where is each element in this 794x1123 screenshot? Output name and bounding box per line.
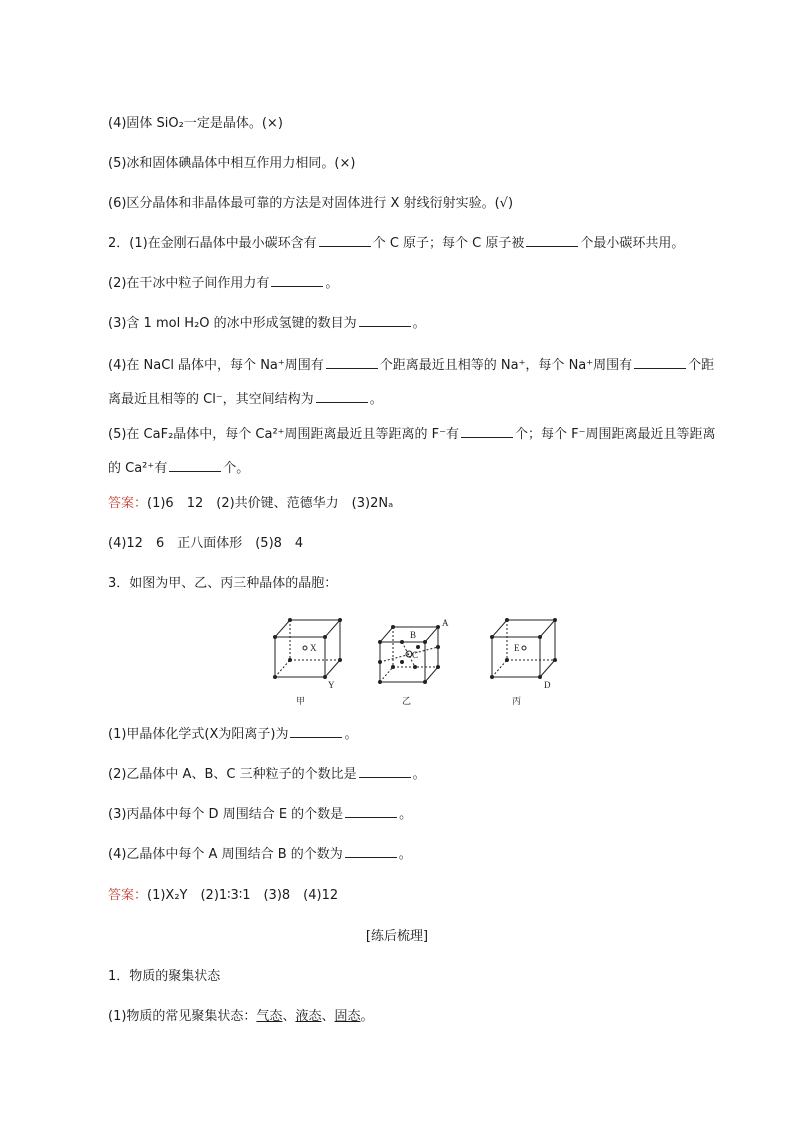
label-bing: 丙 — [512, 696, 522, 706]
q2-part2: (2)在干冰中粒子间作用力有 。 — [108, 276, 339, 291]
section-heading: [练后梳理] — [365, 929, 429, 944]
answer-blank — [271, 274, 323, 287]
cell-yi — [380, 627, 438, 682]
label-D: D — [544, 680, 551, 690]
answer-label: 答案： — [108, 888, 148, 903]
answer-blank — [359, 314, 411, 327]
item-6: (6)区分晶体和非晶体最可靠的方法是对固体进行 X 射线衍射实验。(√) — [108, 196, 514, 211]
state-gas: 气态 — [256, 1009, 283, 1024]
label-E: E — [514, 643, 520, 653]
answer-blank — [326, 356, 378, 369]
answer-blank — [319, 234, 371, 247]
label-jia: 甲 — [296, 696, 306, 706]
q3-part3: (3)丙晶体中每个 D 周围结合 E 的个数是 。 — [108, 807, 413, 822]
answer-blank — [316, 390, 368, 403]
answer-blank — [359, 765, 411, 778]
q3-intro: 3．如图为甲、乙、丙三种晶体的晶胞： — [108, 576, 338, 591]
answer-blank — [345, 845, 397, 858]
q3-part1: (1)甲晶体化学式(X为阳离子)为 。 — [108, 727, 358, 742]
answer-3: 答案：(1)X₂Y (2)1∶3∶1 (3)8 (4)12 — [108, 888, 339, 903]
cell-jia — [275, 620, 340, 677]
label-Y: Y — [328, 680, 335, 690]
crystal-cells-svg — [260, 612, 560, 712]
answer-blank — [169, 459, 221, 472]
answer-2-line1: 答案：(1)6 12 (2)共价键、范德华力 (3)2Nₐ — [108, 496, 394, 511]
answer-blank — [526, 234, 578, 247]
q3-part2: (2)乙晶体中 A、B、C 三种粒子的个数比是 。 — [108, 767, 426, 782]
review-line-2: (1)物质的常见聚集状态：气态、液态、固态。 — [108, 1009, 374, 1024]
answer-blank — [634, 356, 686, 369]
answer-2-line2: (4)12 6 正八面体形 (5)8 4 — [108, 536, 304, 551]
answer-blank — [461, 425, 513, 438]
answer-label: 答案： — [108, 496, 148, 511]
answer-blank — [345, 805, 397, 818]
label-X: X — [310, 643, 317, 653]
crystal-cells-figure — [260, 612, 560, 712]
state-solid: 固态 — [334, 1009, 361, 1024]
q2-part1: 2．(1)在金刚石晶体中最小碳环含有 个 C 原子；每个 C 原子被 个最小碳环共用。 — [108, 236, 685, 251]
cell-bing — [492, 620, 555, 677]
label-B: B — [410, 630, 417, 640]
item-4: (4)固体 SiO₂一定是晶体。(×) — [108, 116, 283, 131]
label-A: A — [442, 618, 449, 628]
q3-part4: (4)乙晶体中每个 A 周围结合 B 的个数为 。 — [108, 847, 412, 862]
label-yi: 乙 — [402, 696, 412, 706]
state-liquid: 液态 — [295, 1009, 322, 1024]
q2-part4: (4)在 NaCl 晶体中，每个 Na⁺周围有 个距离最近且相等的 Na⁺，每个 Na⁺周围有 个距离最近且相等的 Cl⁻，其空间结构为 。 — [108, 358, 715, 407]
answer-blank — [290, 725, 342, 738]
review-line-1: 1．物质的聚集状态 — [108, 969, 221, 984]
label-C: C — [412, 650, 419, 660]
q2-part5: (5)在 CaF₂晶体中，每个 Ca²⁺周围距离最近且等距离的 F⁻有 个；每个 F⁻周围距离最近且等距离的 Ca²⁺有 个。 — [108, 427, 716, 476]
item-5: (5)冰和固体碘晶体中相互作用力相同。(×) — [108, 156, 356, 171]
q2-part3: (3)含 1 mol H₂O 的冰中形成氢键的数目为 。 — [108, 316, 426, 331]
